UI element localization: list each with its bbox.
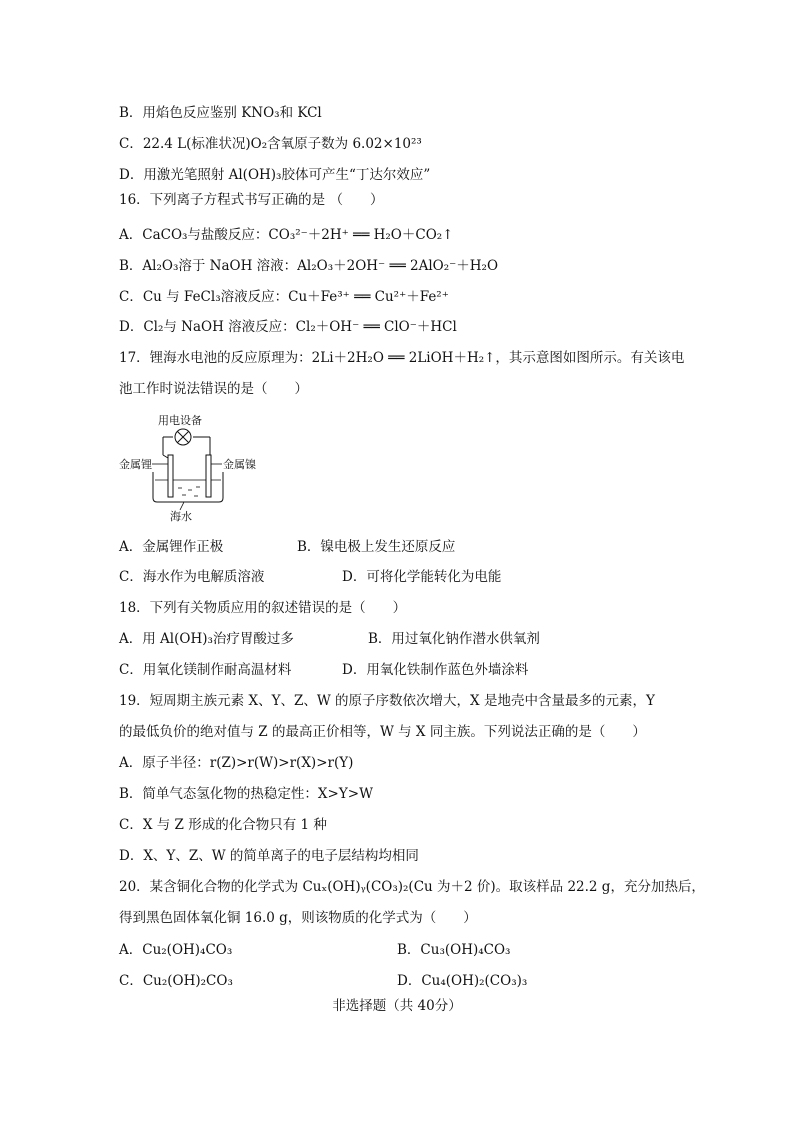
- q19-option-b: B．简单气态氢化物的热稳定性：X>Y>W: [119, 786, 373, 802]
- battery-diagram: [118, 410, 268, 525]
- q16-option-b: B．Al₂O₃溶于 NaOH 溶液：Al₂O₃＋2OH⁻ ══ 2AlO₂⁻＋H₂O: [119, 258, 499, 274]
- q17-option-c: C．海水作为电解质溶液: [119, 569, 265, 585]
- q16-option-a: A．CaCO₃与盐酸反应：CO₃²⁻＋2H⁺ ══ H₂O＋CO₂↑: [119, 227, 454, 243]
- q19-stem-line1: 19．短周期主族元素 X、Y、Z、W 的原子序数依次增大，X 是地壳中含量最多的元素，Y: [119, 693, 655, 709]
- beaker: [153, 472, 223, 502]
- q18-option-d: D．用氧化铁制作蓝色外墙涂料: [342, 662, 529, 678]
- right-electrode-label: 金属镍: [223, 458, 256, 471]
- q15-option-b: B．用焰色反应鉴别 KNO₃和 KCl: [119, 105, 322, 121]
- q15-option-d: D．用激光笔照射 Al(OH)₃胶体可产生“丁达尔效应”: [119, 167, 431, 183]
- q17-stem-line1: 17．锂海水电池的反应原理为：2Li＋2H₂O ══ 2LiOH＋H₂↑，其示意图如图所示。有关该电: [119, 350, 685, 366]
- q19-option-c: C．X 与 Z 形成的化合物只有 1 种: [119, 817, 327, 833]
- q19-option-a: A．原子半径：r(Z)>r(W)>r(X)>r(Y): [119, 755, 354, 771]
- q17-option-b: B．镍电极上发生还原反应: [297, 539, 456, 555]
- q18-stem: 18．下列有关物质应用的叙述错误的是（ ）: [119, 600, 407, 616]
- q15-option-c: C．22.4 L(标准状况)O₂含氧原子数为 6.02×10²³: [119, 136, 422, 152]
- q18-option-a: A．用 Al(OH)₃治疗胃酸过多: [119, 631, 294, 647]
- q16-option-c: C．Cu 与 FeCl₃溶液反应：Cu＋Fe³⁺ ══ Cu²⁺＋Fe²⁺: [119, 289, 449, 305]
- q20-option-b: B．Cu₃(OH)₄CO₃: [397, 942, 511, 958]
- q18-option-b: B．用过氧化钠作潜水供氧剂: [368, 631, 540, 647]
- device-label: 用电设备: [158, 414, 202, 427]
- q18-option-c: C．用氧化镁制作耐高温材料: [119, 662, 292, 678]
- lithium-electrode: [168, 455, 173, 497]
- q20-stem-line1: 20．某含铜化合物的化学式为 Cuₓ(OH)ᵧ(CO₃)₂(Cu 为＋2 价)。取该样品 22.2 g，充分加热后，: [119, 879, 705, 895]
- q20-option-a: A．Cu₂(OH)₄CO₃: [119, 942, 233, 958]
- q19-option-d: D．X、Y、Z、W 的简单离子的电子层结构均相同: [119, 848, 419, 864]
- left-electrode-label: 金属锂: [119, 458, 152, 471]
- electrolyte-label: 海水: [170, 510, 192, 523]
- q20-option-d: D．Cu₄(OH)₂(CO₃)₃: [397, 973, 528, 989]
- q17-option-a: A．金属锂作正极: [119, 539, 224, 555]
- q19-stem-line2: 的最低负价的绝对值与 Z 的最高正价相等，W 与 X 同主族。下列说法正确的是（ ）: [119, 724, 646, 740]
- q17-stem-line2: 池工作时说法错误的是（ ）: [119, 381, 308, 397]
- q16-option-d: D．Cl₂与 NaOH 溶液反应：Cl₂＋OH⁻ ══ ClO⁻＋HCl: [119, 319, 457, 335]
- nickel-electrode: [206, 455, 211, 497]
- q16-stem: 16．下列离子方程式书写正确的是 （ ）: [119, 192, 384, 208]
- q17-option-d: D．可将化学能转化为电能: [342, 569, 502, 585]
- q20-option-c: C．Cu₂(OH)₂CO₃: [119, 973, 233, 989]
- section-heading: 非选择题（共 40分）: [332, 998, 462, 1014]
- q20-stem-line2: 得到黑色固体氧化铜 16.0 g，则该物质的化学式为（ ）: [119, 910, 477, 926]
